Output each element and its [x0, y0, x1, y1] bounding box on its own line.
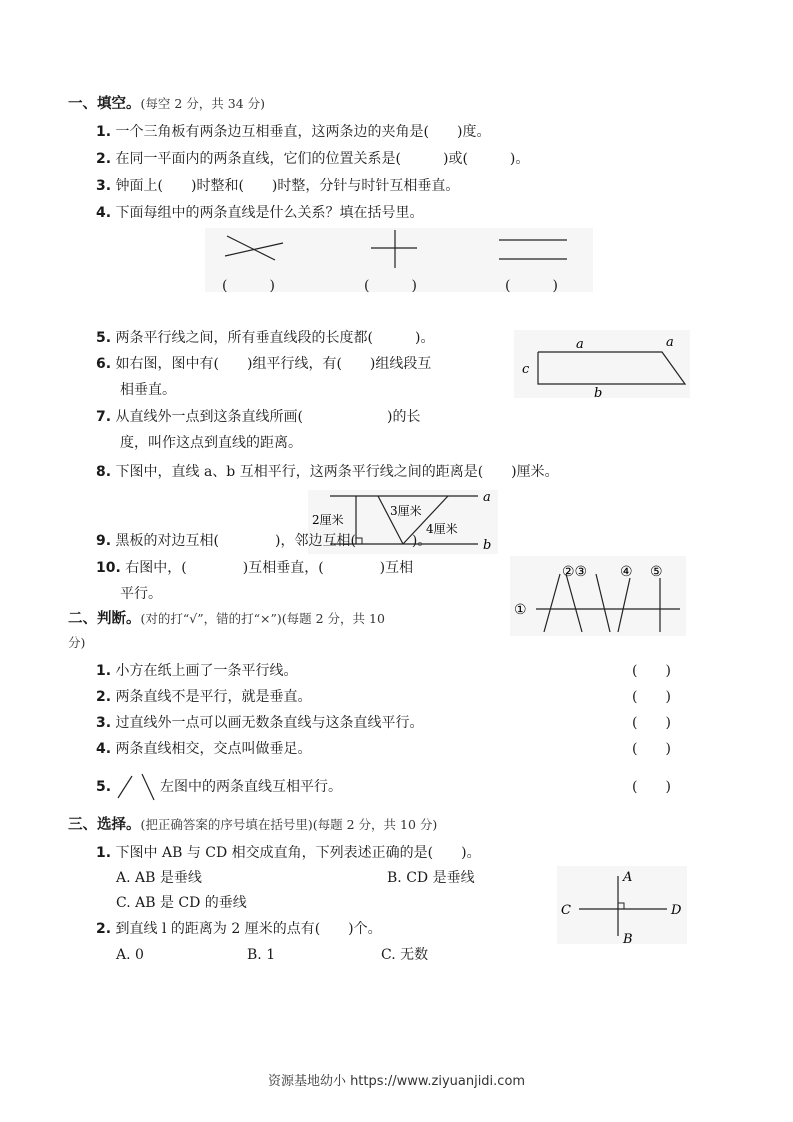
s3-label-D: D — [671, 903, 682, 918]
s2-answer-1[interactable]: ( ) — [632, 663, 671, 679]
s2-item-5-figure — [114, 770, 158, 802]
q-number: 1. — [96, 845, 112, 861]
q10-circle-4: ④ — [620, 564, 633, 580]
s3-q2 — [96, 919, 382, 939]
q1-6-line2: 相垂直。 — [120, 382, 176, 398]
s3-q2-option-c[interactable]: C. 无数 — [381, 947, 429, 963]
q8-label-a: a — [483, 490, 491, 505]
q1-9 — [96, 531, 431, 551]
q-number: 7. — [96, 409, 112, 425]
section-3-title: 三、选择。 — [68, 817, 141, 833]
s3-label-C: C — [561, 903, 571, 918]
section-1-title: 一、填空。 — [68, 96, 141, 112]
section-2-note-cont: 分) — [68, 635, 86, 650]
q-text: 在同一平面内的两条直线，它们的位置关系是( )或( )。 — [115, 151, 530, 167]
q1-10-line2: 平行。 — [120, 586, 162, 602]
q-number: 6. — [96, 356, 112, 372]
s2-item-5-number: 5. — [96, 779, 112, 795]
q-number: 1. — [96, 663, 112, 679]
q1-10-line1 — [96, 558, 413, 578]
q-text: 两条平行线之间，所有垂直线段的长度都( )。 — [115, 330, 435, 346]
q1-7-line2: 度，叫作这点到直线的距离。 — [120, 435, 302, 451]
q-number: 8. — [96, 464, 112, 480]
s3-q2-option-b[interactable]: B. 1 — [247, 947, 276, 963]
q6-label-a: a — [576, 337, 584, 352]
q-number: 1. — [96, 124, 112, 140]
q1-7-line1 — [96, 407, 420, 427]
q-text: 小方在纸上画了一条平行线。 — [115, 663, 298, 679]
q4-blank-1[interactable]: ( ) — [222, 278, 275, 294]
q10-circle-1: ① — [514, 602, 527, 618]
q-text: 钟面上( )时整和( )时整，分针与时针互相垂直。 — [115, 178, 460, 194]
s2-answer-4[interactable]: ( ) — [632, 741, 671, 757]
q-text: 下图中，直线 a、b 互相平行，这两条平行线之间的距离是( )厘米。 — [115, 464, 559, 480]
q1-3 — [96, 176, 459, 196]
section-3-header — [68, 815, 437, 835]
q-text: 一个三角板有两条边互相垂直，这两条边的夹角是( )度。 — [115, 124, 491, 140]
q4-blank-3[interactable]: ( ) — [505, 278, 558, 294]
s2-item-2 — [96, 687, 312, 707]
section-2-note: (对的打“√”，错的打“×”)(每题 2 分，共 10 — [140, 611, 385, 626]
q-text: 黑板的对边互相( )，邻边互相( )。 — [115, 533, 432, 549]
q8-label-4cm: 4厘米 — [426, 522, 458, 536]
s2-answer-3[interactable]: ( ) — [632, 715, 671, 731]
section-2-title: 二、判断。 — [68, 611, 141, 627]
q8-label-3cm: 3厘米 — [390, 504, 422, 518]
section-3-note: (把正确答案的序号填在括号里)(每题 2 分，共 10 分) — [140, 817, 438, 832]
q-text: 右图中，( )互相垂直，( )互相 — [125, 560, 414, 576]
q-text: 两条直线不是平行，就是垂直。 — [115, 689, 312, 705]
s3-q1 — [96, 843, 481, 863]
s2-answer-5[interactable]: ( ) — [632, 779, 671, 795]
s3-label-A: A — [623, 870, 633, 885]
s3-q1-option-b[interactable]: B. CD 是垂线 — [387, 870, 475, 886]
q10-circle-23: ②③ — [562, 564, 588, 580]
s3-perpendicular-figure — [557, 866, 687, 947]
q-number: 5. — [96, 330, 112, 346]
q-number: 4. — [96, 205, 112, 221]
q1-2 — [96, 149, 529, 169]
q-number: 4. — [96, 741, 112, 757]
q6-label-b: b — [594, 386, 603, 401]
s3-label-B: B — [623, 932, 633, 947]
q-text: 如右图，图中有( )组平行线，有( )组线段互 — [115, 356, 432, 372]
q-number: 10. — [96, 560, 121, 576]
q-number: 2. — [96, 689, 112, 705]
q1-5 — [96, 328, 434, 348]
q1-8 — [96, 462, 559, 482]
q-number: 3. — [96, 715, 112, 731]
q6-trapezoid-figure — [514, 330, 690, 401]
s3-q1-option-c[interactable]: C. AB 是 CD 的垂线 — [116, 895, 247, 911]
section-1-header — [68, 94, 265, 114]
q8-label-b: b — [483, 538, 492, 553]
q6-label-a2: a — [666, 335, 674, 350]
q-text: 从直线外一点到这条直线所画( )的长 — [115, 409, 421, 425]
q10-lines-figure — [510, 556, 686, 636]
s2-item-3 — [96, 713, 424, 733]
q-text: 过直线外一点可以画无数条直线与这条直线平行。 — [115, 715, 424, 731]
q-number: 3. — [96, 178, 112, 194]
s2-item-4 — [96, 739, 312, 759]
s2-item-5-text: 左图中的两条直线互相平行。 — [160, 779, 342, 795]
q-number: 9. — [96, 533, 112, 549]
q-text: 下图中 AB 与 CD 相交成直角，下列表述正确的是( )。 — [115, 845, 481, 861]
q4-blank-2[interactable]: ( ) — [364, 278, 417, 294]
q10-circle-5: ⑤ — [650, 564, 663, 580]
s2-answer-2[interactable]: ( ) — [632, 689, 671, 705]
s3-q2-option-a[interactable]: A. 0 — [116, 947, 144, 963]
q6-label-c: c — [522, 362, 530, 377]
section-1-note: (每空 2 分，共 34 分) — [140, 96, 266, 111]
page-footer: 资源基地幼小 https://www.ziyuanjidi.com — [267, 1074, 526, 1089]
section-2-header — [68, 609, 385, 629]
q-number: 2. — [96, 921, 112, 937]
q-text: 两条直线相交，交点叫做垂足。 — [115, 741, 312, 757]
q1-1 — [96, 122, 490, 142]
q8-label-2cm: 2厘米 — [312, 513, 344, 527]
q-number: 2. — [96, 151, 112, 167]
q-text: 下面每组中的两条直线是什么关系？填在括号里。 — [115, 205, 424, 221]
q-text: 到直线 l 的距离为 2 厘米的点有( )个。 — [115, 921, 382, 937]
s2-item-1 — [96, 661, 298, 681]
s3-q1-option-a[interactable]: A. AB 是垂线 — [116, 870, 202, 886]
q1-6-line1 — [96, 354, 431, 374]
q1-4 — [96, 203, 424, 223]
